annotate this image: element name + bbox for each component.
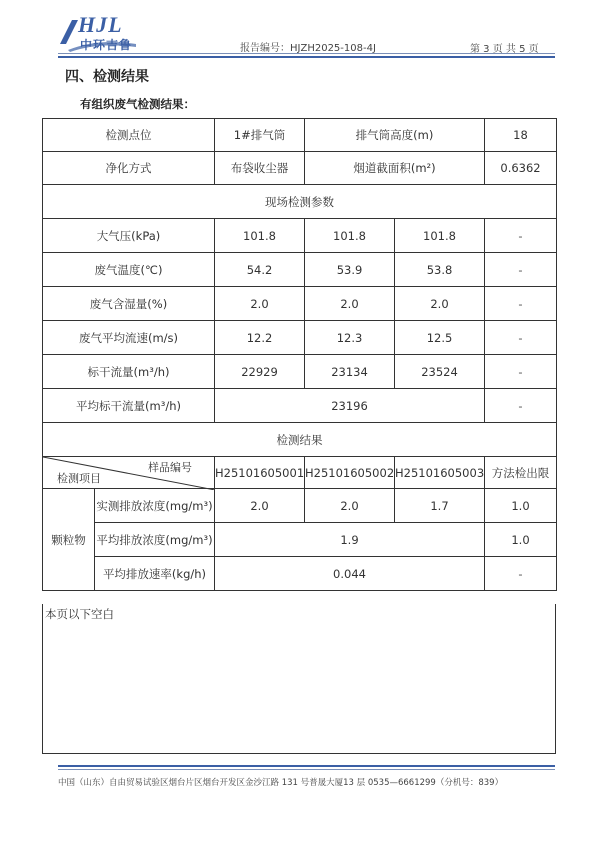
avg-rate-limit: -	[485, 557, 557, 591]
measured-value-2: 2.0	[305, 489, 395, 523]
param-value-2: 12.3	[305, 321, 395, 355]
param-value-3: 101.8	[395, 219, 485, 253]
category-cell: 颗粒物	[43, 489, 95, 591]
measured-value-3: 1.7	[395, 489, 485, 523]
param-value-3: 53.8	[395, 253, 485, 287]
result-row-avg-conc	[43, 523, 557, 557]
emission-results-table	[42, 118, 557, 591]
param-value-3: 12.5	[395, 321, 485, 355]
footer-divider-thin	[58, 769, 555, 770]
blank-area	[42, 604, 556, 754]
sample-no-label: 样品编号	[148, 461, 192, 474]
report-number: 报告编号：HJZH2025-108-4J	[240, 43, 376, 54]
param-avg-row	[43, 389, 557, 423]
param-label: 废气平均流速(m/s)	[43, 321, 215, 355]
param-value-2: 2.0	[305, 287, 395, 321]
param-value-1: 54.2	[215, 253, 305, 287]
result-row-avg-rate	[43, 557, 557, 591]
param-value-1: 22929	[215, 355, 305, 389]
param-value-2: 23134	[305, 355, 395, 389]
method-label: 净化方式	[43, 152, 215, 185]
header-divider-thin	[58, 53, 555, 54]
height-value: 18	[485, 119, 557, 152]
logo-text-en: HJL	[78, 12, 123, 37]
page-number: 第 3 页 共 5 页	[470, 44, 539, 55]
logo-text-cn: 中环吉鲁	[80, 38, 133, 52]
measured-value-1: 2.0	[215, 489, 305, 523]
param-value-3: 23524	[395, 355, 485, 389]
area-value: 0.6362	[485, 152, 557, 185]
height-label: 排气筒高度(m)	[305, 119, 485, 152]
point-value: 1#排气筒	[215, 119, 305, 152]
page-header	[0, 0, 600, 62]
area-label: 烟道截面积(m²)	[305, 152, 485, 185]
results-header-row	[43, 457, 557, 489]
params-heading: 现场检测参数	[43, 185, 557, 219]
param-value-4: -	[485, 321, 557, 355]
param-label: 废气含湿量(%)	[43, 287, 215, 321]
params-heading-row	[43, 185, 557, 219]
param-value-4: -	[485, 287, 557, 321]
param-row	[43, 355, 557, 389]
param-value-1: 12.2	[215, 321, 305, 355]
param-value-1: 101.8	[215, 219, 305, 253]
avg-conc-value: 1.9	[215, 523, 485, 557]
diagonal-header-cell	[43, 457, 215, 489]
sample-id-1: H25101605001	[215, 457, 305, 489]
header-divider-thick	[58, 56, 555, 58]
param-value-4: -	[485, 253, 557, 287]
param-label: 大气压(kPa)	[43, 219, 215, 253]
footer-divider-thick	[58, 765, 555, 767]
info-row-method	[43, 152, 557, 185]
sample-id-3: H25101605003	[395, 457, 485, 489]
param-value-2: 53.9	[305, 253, 395, 287]
results-heading: 检测结果	[43, 423, 557, 457]
avg-flow-dash: -	[485, 389, 557, 423]
point-label: 检测点位	[43, 119, 215, 152]
info-row-point	[43, 119, 557, 152]
item-label: 检测项目	[57, 472, 101, 485]
method-value: 布袋收尘器	[215, 152, 305, 185]
param-label: 标干流量(m³/h)	[43, 355, 215, 389]
param-value-3: 2.0	[395, 287, 485, 321]
avg-rate-label: 平均排放速率(kg/h)	[95, 557, 215, 591]
sample-id-2: H25101605002	[305, 457, 395, 489]
param-row	[43, 219, 557, 253]
avg-flow-label: 平均标干流量(m³/h)	[43, 389, 215, 423]
param-value-4: -	[485, 355, 557, 389]
avg-conc-label: 平均排放浓度(mg/m³)	[95, 523, 215, 557]
avg-conc-limit: 1.0	[485, 523, 557, 557]
param-value-4: -	[485, 219, 557, 253]
table-subtitle: 有组织废气检测结果：	[80, 97, 195, 111]
param-label: 废气温度(℃)	[43, 253, 215, 287]
limit-header: 方法检出限	[485, 457, 557, 489]
measured-limit: 1.0	[485, 489, 557, 523]
param-value-1: 2.0	[215, 287, 305, 321]
param-row	[43, 321, 557, 355]
param-row	[43, 287, 557, 321]
param-value-2: 101.8	[305, 219, 395, 253]
avg-flow-value: 23196	[215, 389, 485, 423]
results-heading-row	[43, 423, 557, 457]
company-logo	[58, 14, 138, 54]
measured-label: 实测排放浓度(mg/m³)	[95, 489, 215, 523]
blank-note: 本页以下空白	[45, 607, 114, 621]
footer-address: 中国（山东）自由贸易试验区烟台片区烟台开发区金沙江路 131 号普晟大厦13 层 0535—6661299（分机号：839）	[58, 778, 504, 788]
result-row-measured	[43, 489, 557, 523]
section-title: 四、检测结果	[65, 69, 149, 85]
avg-rate-value: 0.044	[215, 557, 485, 591]
param-row	[43, 253, 557, 287]
